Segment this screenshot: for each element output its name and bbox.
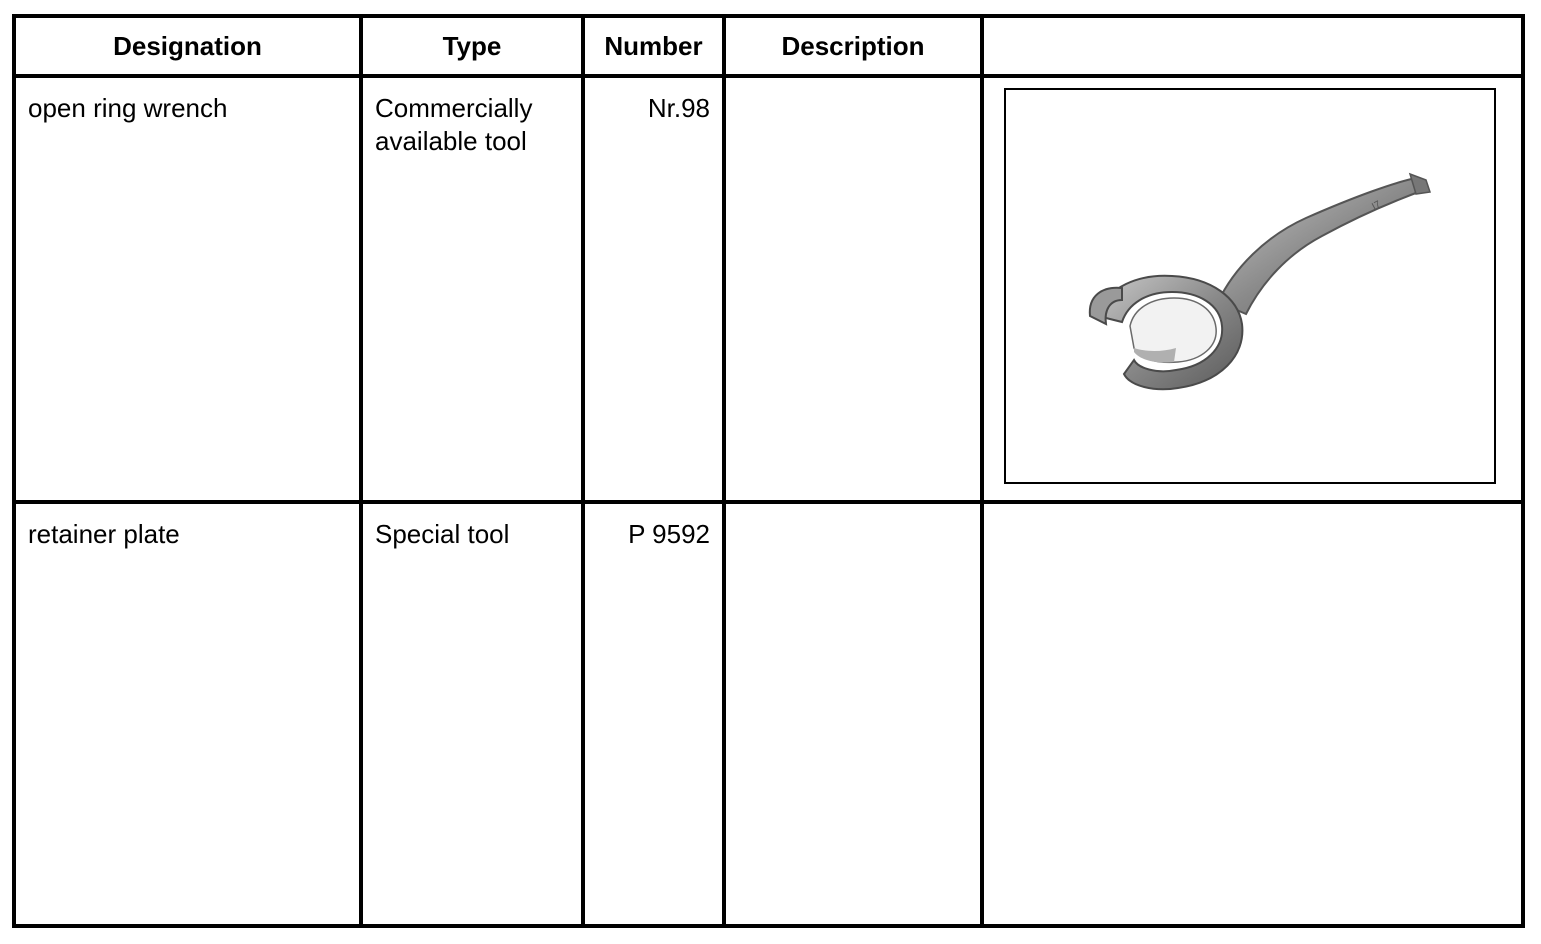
table-header-row <box>14 16 1523 76</box>
description-text <box>726 78 980 92</box>
header-type: Type <box>361 16 583 76</box>
image-cell <box>982 502 1523 926</box>
number-cell <box>583 76 724 502</box>
description-cell <box>724 502 982 926</box>
table-row <box>14 502 1523 926</box>
type-cell <box>361 502 583 926</box>
header-description: Description <box>724 16 982 76</box>
description-cell <box>724 76 982 502</box>
type-text: Special tool <box>375 519 510 549</box>
description-text <box>726 504 980 518</box>
table-row <box>14 76 1523 502</box>
svg-text:I7: I7 <box>1370 199 1383 213</box>
designation-text: retainer plate <box>28 519 180 549</box>
image-cell <box>982 76 1523 502</box>
header-number: Number <box>583 16 724 76</box>
number-text: Nr.98 <box>647 93 710 123</box>
designation-text: open ring wrench <box>28 93 228 123</box>
open-ring-wrench-icon <box>1006 90 1494 482</box>
type-text: Commercially available tool <box>375 93 533 156</box>
designation-cell <box>14 76 361 502</box>
designation-cell <box>14 502 361 926</box>
header-image <box>982 16 1523 76</box>
header-designation: Designation <box>14 16 361 76</box>
special-tools-table <box>12 14 1525 928</box>
type-cell <box>361 76 583 502</box>
number-text: P 9592 <box>628 519 710 549</box>
tool-image-frame <box>1004 88 1496 484</box>
number-cell <box>583 502 724 926</box>
